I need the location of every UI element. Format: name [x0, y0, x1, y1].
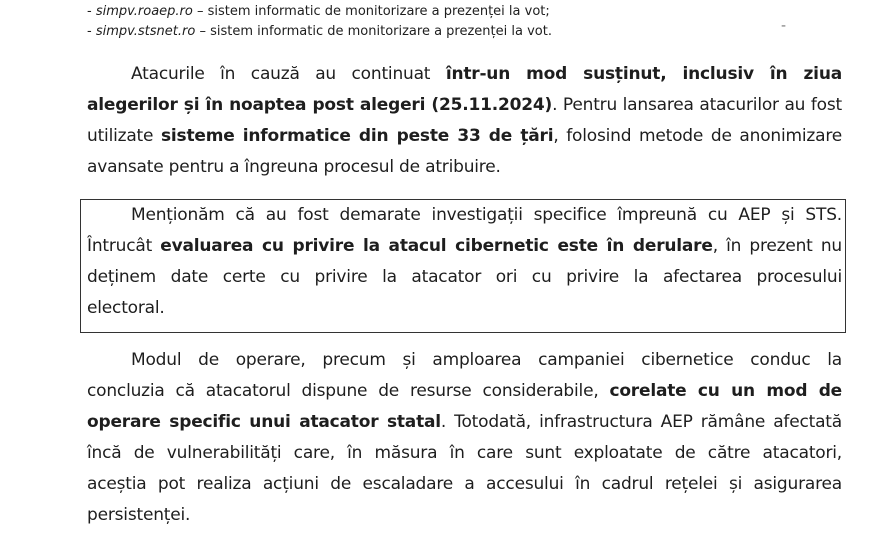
text-run: avansate pentru a îngreuna procesul de atribuire.	[87, 157, 501, 177]
bullet-list	[87, 2, 847, 42]
bold-run: corelate cu un mod de	[609, 381, 843, 401]
bullet-site: simpv.roaep.ro	[95, 4, 193, 19]
text-line	[87, 90, 842, 121]
text-run: Modul de operare, precum și amploarea campaniei cibernetice conduc la	[131, 350, 842, 370]
text-line	[87, 500, 842, 531]
bullet-separator: –	[192, 4, 208, 19]
text-run: , folosind metode de anonimizare	[553, 126, 842, 146]
text-run: . Totodată, infrastructura AEP rămâne afectată	[440, 412, 842, 432]
text-line	[87, 293, 842, 324]
bold-run: evaluarea cu privire la atacul cibernetic este în derulare	[160, 236, 713, 256]
bullet-text: sistem informatic de monitorizare a prezenței la vot.	[210, 24, 552, 39]
text-run: utilizate	[87, 126, 161, 146]
text-line	[87, 59, 842, 90]
text-run: . Pentru lansarea atacurilor au fost	[552, 95, 842, 115]
text-run: Menționăm că au fost demarate investigații specifice împreună cu AEP și STS.	[131, 205, 842, 225]
text-run: , în prezent nu	[712, 236, 842, 256]
text-line	[87, 376, 842, 407]
text-run: Întrucât	[87, 236, 161, 256]
text-run: persistenței.	[87, 505, 191, 525]
text-line	[87, 469, 842, 500]
text-line	[87, 200, 842, 231]
text-line	[87, 345, 842, 376]
bullet-site: simpv.stsnet.ro	[95, 24, 196, 39]
bullet-text: sistem informatic de monitorizare a prezenței la vot;	[207, 4, 550, 19]
bullet-item	[87, 2, 847, 22]
paragraph-investigations	[87, 200, 842, 324]
bold-run: operare specific unui atacator statal	[87, 412, 441, 432]
text-run: deținem date certe cu privire la atacator ori cu privire la afectarea procesului	[87, 267, 842, 287]
text-run: Atacurile în cauză au continuat	[131, 64, 446, 84]
text-line	[87, 407, 842, 438]
text-run: aceștia pot realiza acțiuni de escaladare a accesului în cadrul rețelei și asigurarea	[87, 474, 842, 494]
text-line	[87, 262, 842, 293]
bold-run: sisteme informatice din peste 33 de țări	[160, 126, 554, 146]
text-line	[87, 152, 842, 183]
text-run: concluzia că atacatorul dispune de resurse considerabile,	[87, 381, 610, 401]
bullet-dash: -	[87, 4, 96, 19]
paragraph-attacks	[87, 59, 842, 183]
paragraph-operating-mode	[87, 345, 842, 531]
text-line	[87, 121, 842, 152]
bullet-dash: -	[87, 24, 96, 39]
bold-run: într-un mod susținut, inclusiv în ziua	[445, 64, 842, 84]
text-line	[87, 438, 842, 469]
bullet-separator: –	[195, 24, 211, 39]
text-run: încă de vulnerabilități care, în măsura în care sunt exploatate de către atacatori,	[87, 443, 842, 463]
bold-run: alegerilor și în noaptea post alegeri (25.11.2024)	[87, 95, 553, 115]
bullet-item	[87, 22, 847, 42]
stray-mark: -	[781, 18, 787, 34]
text-line	[87, 231, 842, 262]
text-run: electoral.	[87, 298, 165, 318]
